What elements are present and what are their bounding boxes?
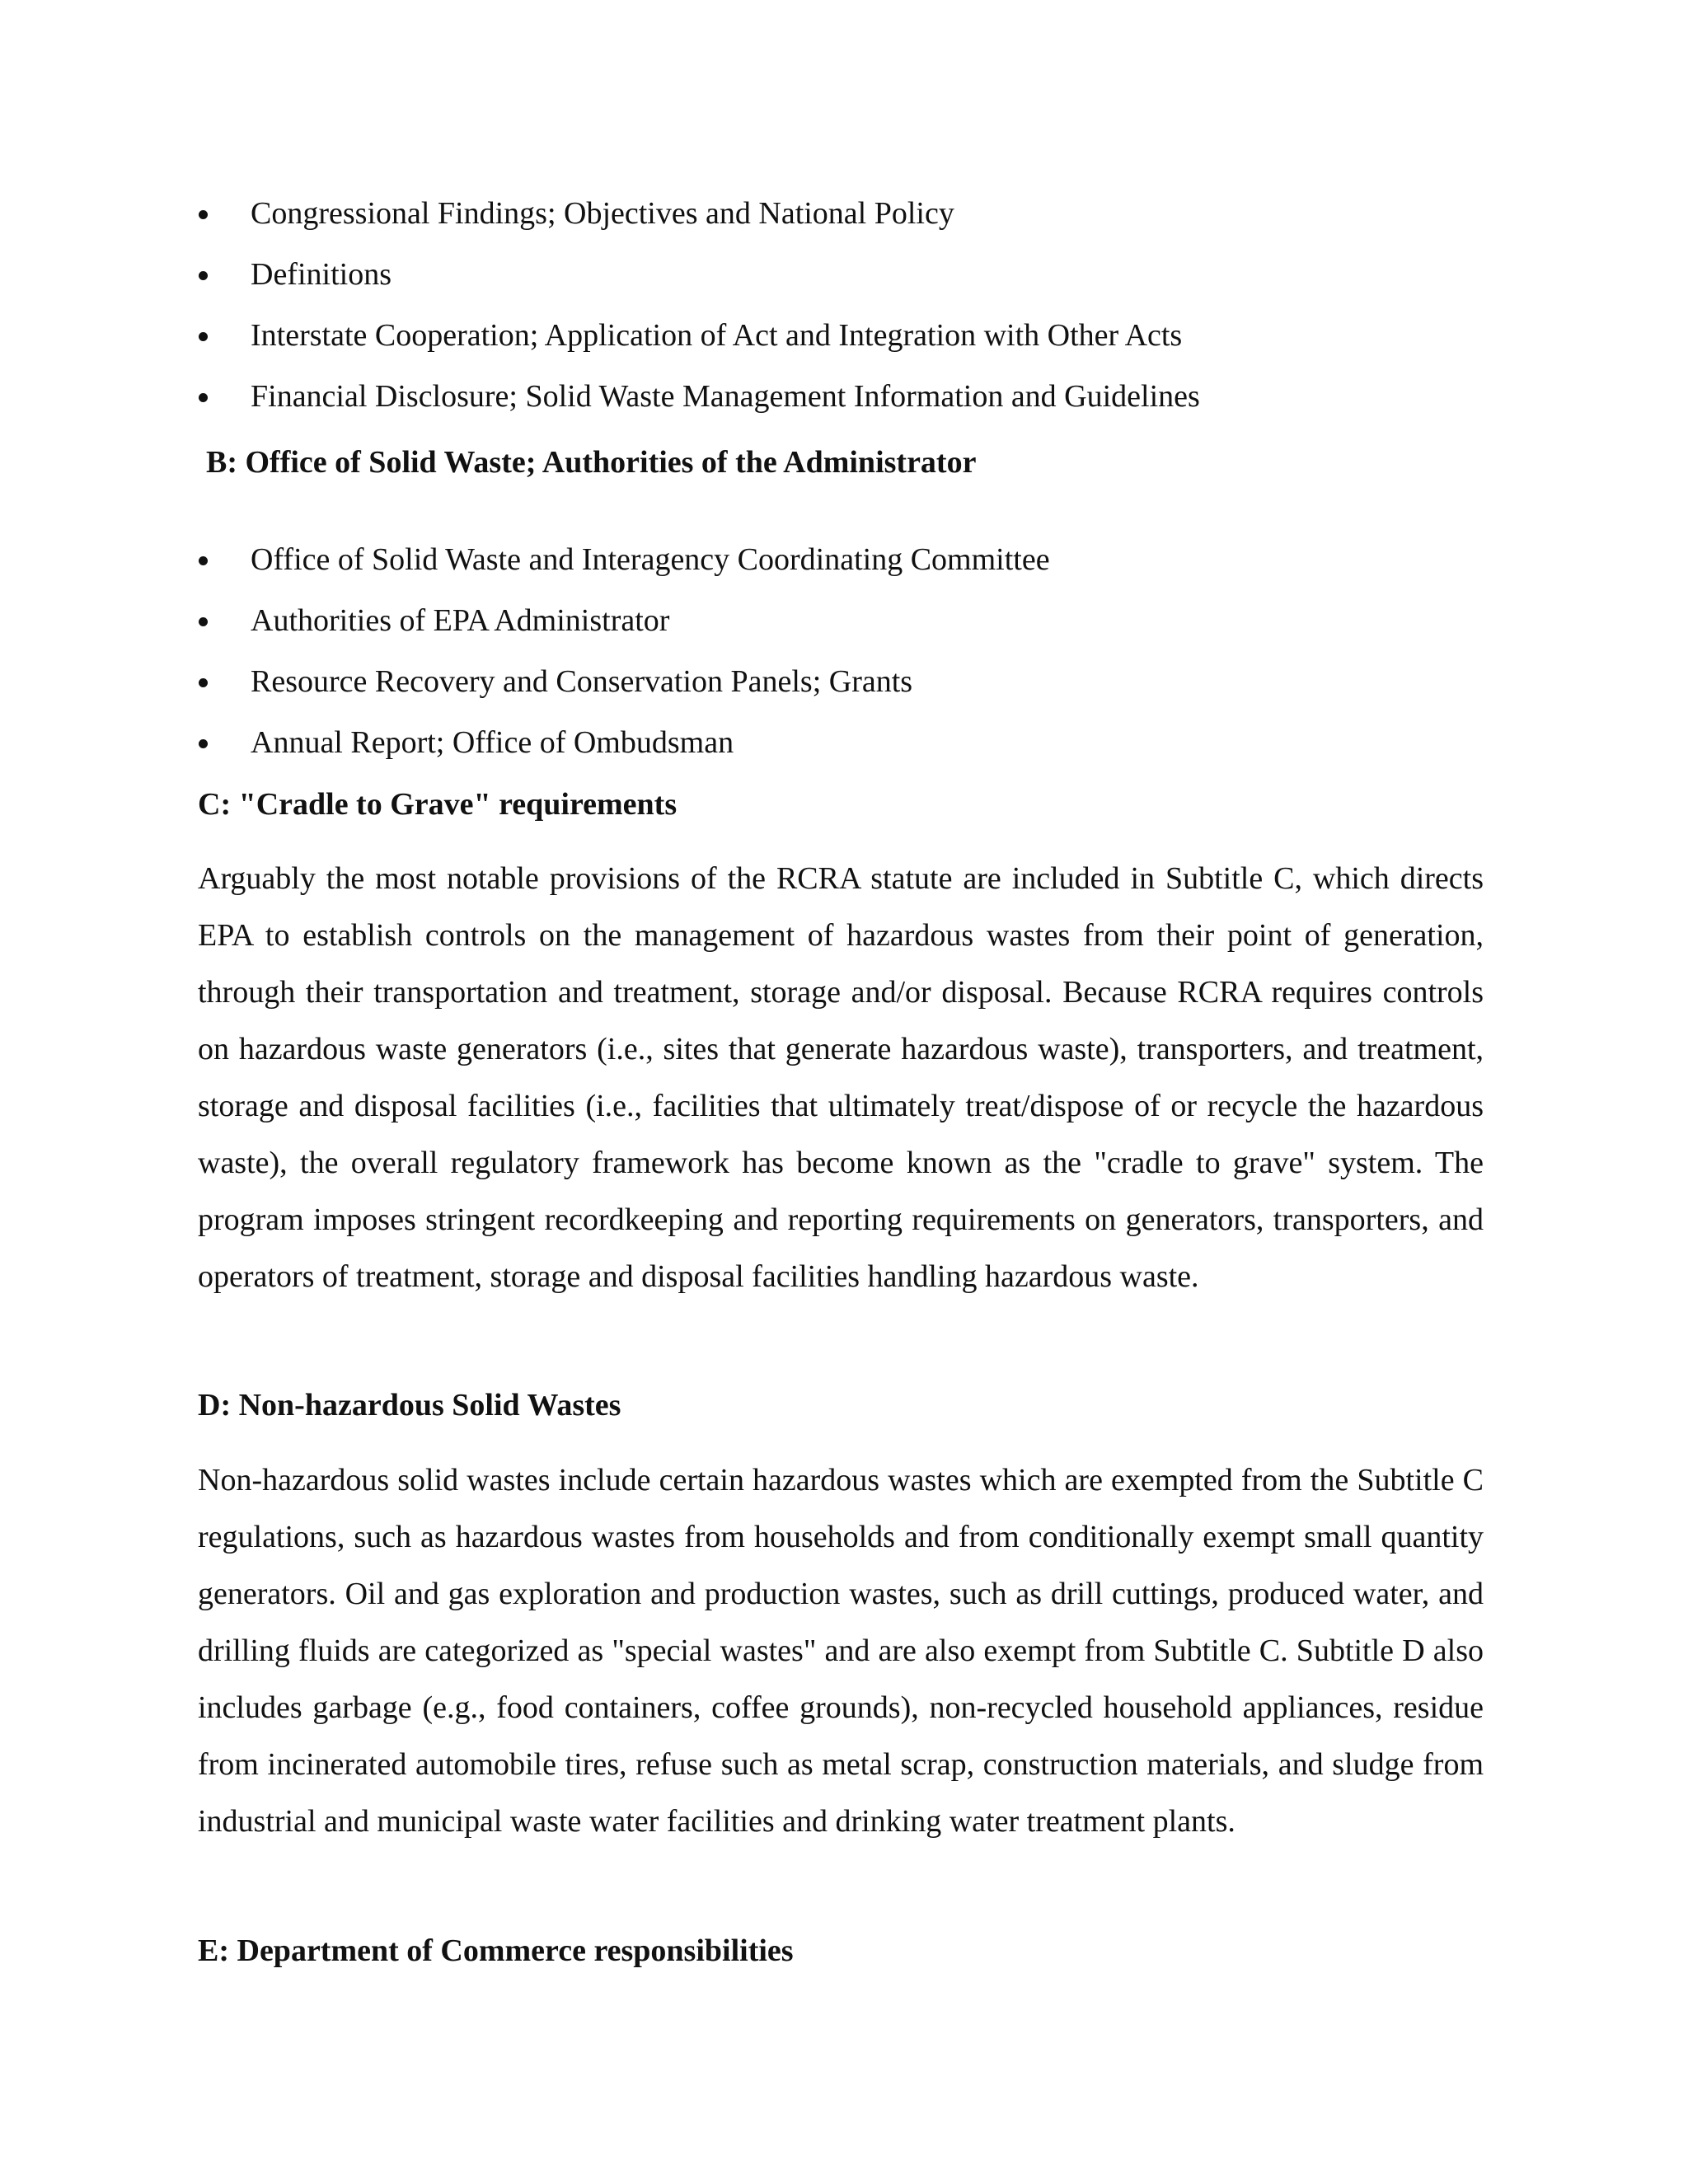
list-item-text: Resource Recovery and Conservation Panels; Grants: [251, 664, 913, 699]
bullet-icon: [199, 617, 208, 626]
section-c-heading: C: "Cradle to Grave" requirements: [198, 787, 678, 822]
section-c-paragraph: Arguably the most notable provisions of the RCRA statute are included in Subtitle C, which directs EPA to establish controls on the management of hazardous wastes from their point of generation, through their transportation and treatment, storage and/or disposal. Because RCRA requires controls on hazardous waste generators (i.e., sites that generate hazardous waste), transporters, and treatment, storage and disposal facilities (i.e., facilities that ultimately treat/dispose of or recycle the hazardous waste), the overall regulatory framework has become known as the "cradle to grave" system. The program imposes stringent recordkeeping and reporting requirements on generators, transporters, and operators of treatment, storage and disposal facilities handling hazardous waste.: [198, 861, 1484, 1294]
section-d-heading: D: Non-hazardous Solid Wastes: [198, 1388, 621, 1422]
section-b-heading: B: Office of Solid Waste; Authorities of the Administrator: [206, 445, 977, 480]
section-a-bullet-list: [196, 183, 1498, 427]
list-item: [196, 529, 1498, 590]
list-item: [196, 366, 1498, 427]
bullet-icon: [199, 556, 208, 565]
section-b-bullet-list: [196, 529, 1498, 773]
list-item-text: Definitions: [251, 257, 392, 292]
list-item-text: Annual Report; Office of Ombudsman: [251, 725, 734, 760]
list-item: [196, 712, 1498, 773]
list-item-text: Financial Disclosure; Solid Waste Management Information and Guidelines: [251, 379, 1200, 414]
bullet-icon: [199, 393, 208, 402]
list-item: [196, 244, 1498, 305]
bullet-icon: [199, 210, 208, 219]
list-item-text: Authorities of EPA Administrator: [251, 603, 670, 638]
list-item-text: Interstate Cooperation; Application of Act and Integration with Other Acts: [251, 318, 1183, 353]
bullet-icon: [199, 332, 208, 341]
section-e-heading: E: Department of Commerce responsibilities: [198, 1933, 794, 1968]
section-d-paragraph: Non-hazardous solid wastes include certain hazardous wastes which are exempted from the Subtitle C regulations, such as hazardous wastes from households and from conditionally exempt small quantity generators. Oil and gas exploration and production wastes, such as drill cuttings, produced water, and drilling fluids are categorized as "special wastes" and are also exempt from Subtitle C. Subtitle D also includes garbage (e.g., food containers, coffee grounds), non-recycled household appliances, residue from incinerated automobile tires, refuse such as metal scrap, construction materials, and sludge from industrial and municipal waste water facilities and drinking water treatment plants.: [198, 1463, 1484, 1839]
list-item: [196, 305, 1498, 366]
list-item-text: Office of Solid Waste and Interagency Coordinating Committee: [251, 542, 1050, 577]
list-item: [196, 183, 1498, 244]
bullet-icon: [199, 271, 208, 280]
list-item: [196, 651, 1498, 712]
bullet-icon: [199, 739, 208, 748]
list-item: [196, 590, 1498, 651]
list-item-text: Congressional Findings; Objectives and National Policy: [251, 196, 954, 231]
bullet-icon: [199, 678, 208, 687]
